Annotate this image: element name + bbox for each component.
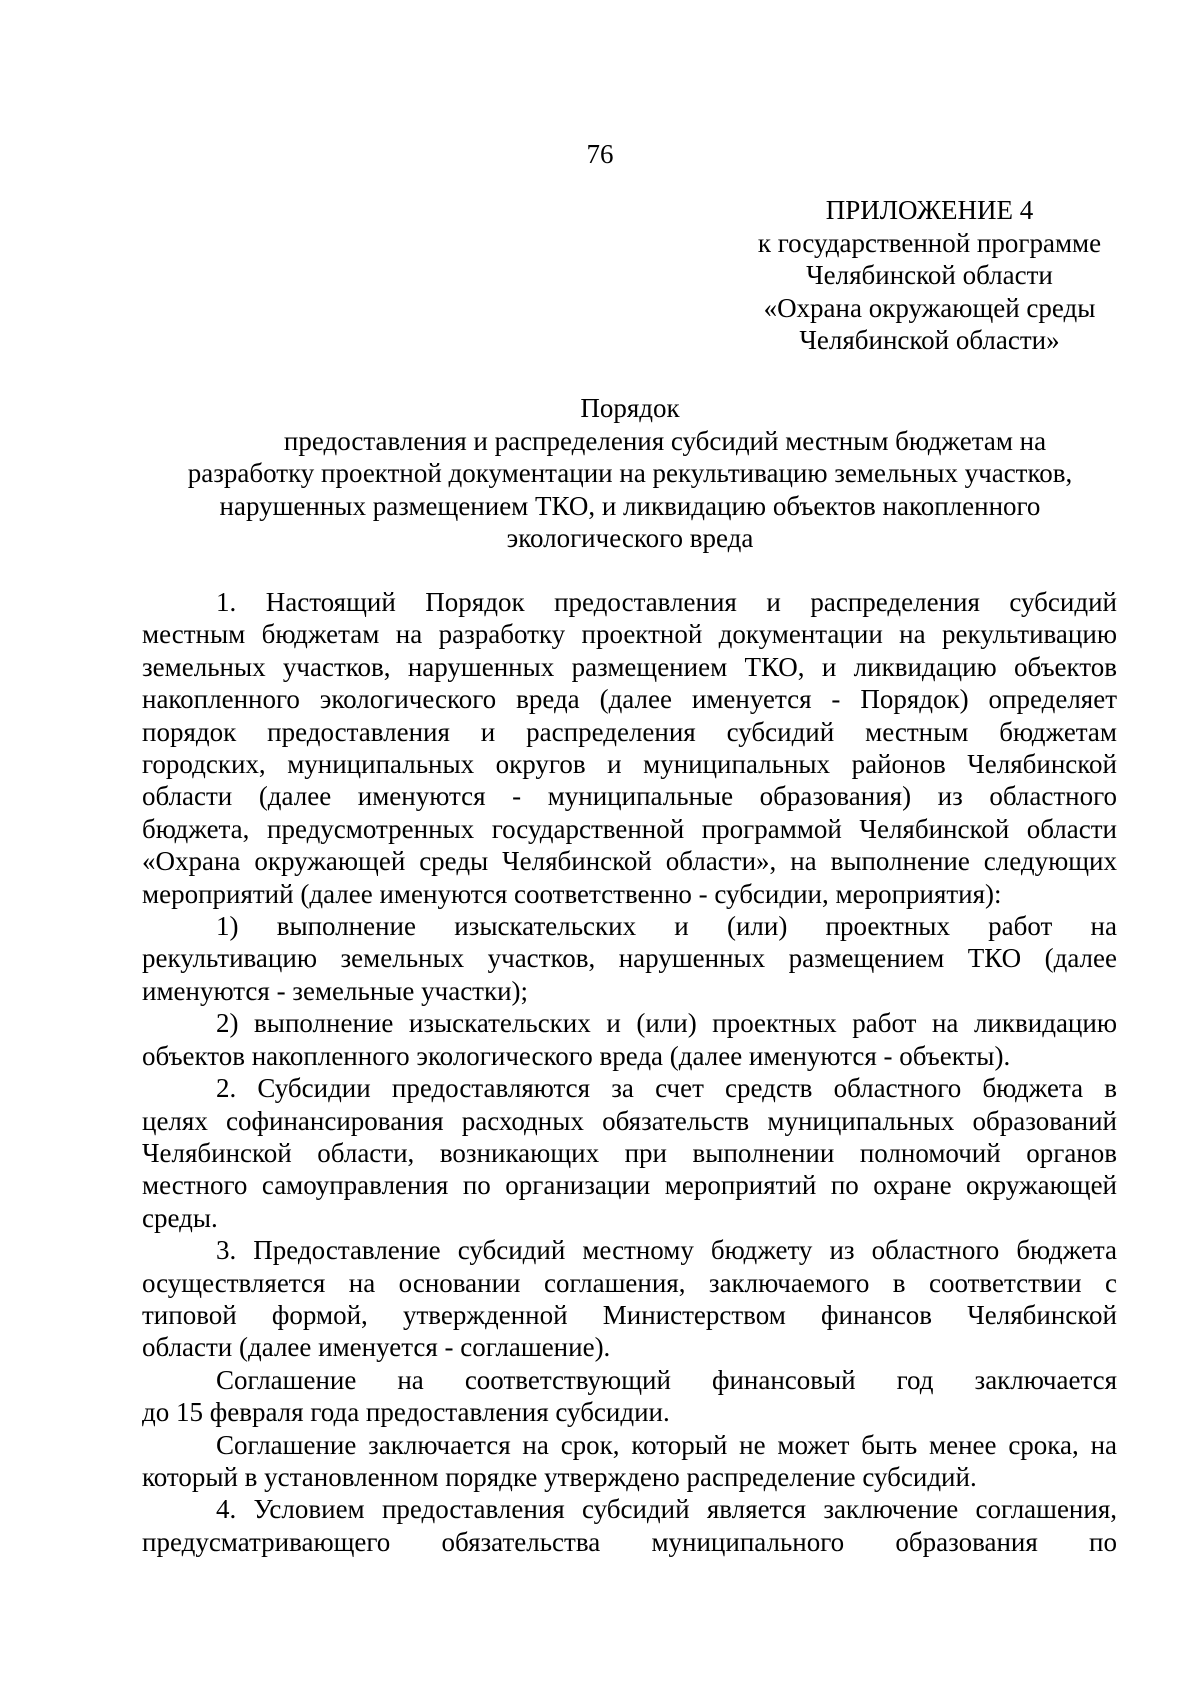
title-line: разработку проектной документации на рекультивацию земельных участков, (187, 458, 1073, 488)
paragraph-line: который в установленном порядке утверждено распределение субсидий. (142, 1461, 977, 1492)
paragraph-line: городских, муниципальных округов и муниципальных районов Челябинской (142, 749, 1117, 780)
paragraph-line: накопленного экологического вреда (далее именуется - Порядок) определяет (142, 684, 1117, 715)
paragraph-line: 2) выполнение изыскательских и (или) проектных работ на ликвидацию (216, 1008, 1117, 1039)
paragraph-line: 2. Субсидии предоставляются за счет средств областного бюджета в (216, 1073, 1117, 1104)
body-paragraph (142, 1007, 1117, 1072)
paragraph-line: 1) выполнение изыскательских и (или) проектных работ на (216, 911, 1117, 942)
body-paragraph (142, 1234, 1117, 1364)
page-number: 76 (586, 139, 614, 169)
body-paragraph (142, 1364, 1117, 1429)
appendix-line: «Охрана окружающей среды (763, 292, 1096, 323)
paragraph-line: области (далее именуется - соглашение). (142, 1332, 611, 1363)
title-line: предоставления и распределения субсидий местным бюджетам на (283, 425, 1047, 456)
title-heading: Порядок (580, 393, 680, 423)
appendix-line: Челябинской области (806, 260, 1053, 290)
paragraph-line: предусматривающего обязательства муниципального образования по (142, 1526, 1117, 1557)
paragraph-line: 1. Настоящий Порядок предоставления и распределения субсидий (216, 587, 1117, 617)
document-title (140, 392, 1120, 555)
paragraph-line: местного самоуправления по организации мероприятий по охране окружающей (142, 1170, 1117, 1201)
paragraph-line: «Охрана окружающей среды Челябинской области», на выполнение следующих (142, 846, 1117, 877)
paragraph-line: Соглашение заключается на срок, который не может быть менее срока, на (216, 1429, 1117, 1460)
paragraph-line: целях софинансирования расходных обязательств муниципальных образований (142, 1105, 1117, 1136)
title-line: экологического вреда (506, 523, 754, 553)
appendix-block (742, 194, 1117, 357)
paragraph-line: 3. Предоставление субсидий местному бюджету из областного бюджета (216, 1235, 1117, 1266)
paragraph-line: порядок предоставления и распределения субсидий местным бюджетам (142, 716, 1117, 747)
paragraph-line: мероприятий (далее именуются соответственно - субсидии, мероприятия): (142, 878, 1002, 909)
paragraph-line: земельных участков, нарушенных размещением ТКО, и ликвидацию объектов (142, 651, 1117, 682)
document-body (142, 586, 1117, 1558)
title-line: нарушенных размещением ТКО, и ликвидацию объектов накопленного (219, 490, 1041, 521)
appendix-line: к государственной программе (757, 227, 1102, 258)
body-paragraph (142, 586, 1117, 910)
paragraph-line: бюджета, предусмотренных государственной программой Челябинской области (142, 813, 1117, 844)
paragraph-line: именуются - земельные участки); (142, 975, 529, 1006)
paragraph-line: области (далее именуются - муниципальные образования) из областного (142, 781, 1117, 812)
paragraph-line: до 15 февраля года предоставления субсидии. (142, 1397, 670, 1428)
paragraph-line: типовой формой, утвержденной Министерством финансов Челябинской (142, 1299, 1117, 1330)
paragraph-line: осуществляется на основании соглашения, заключаемого в соответствии с (142, 1267, 1117, 1298)
paragraph-line: рекультивацию земельных участков, нарушенных размещением ТКО (далее (142, 943, 1117, 974)
paragraph-line: объектов накопленного экологического вреда (далее именуются - объекты). (142, 1040, 1011, 1071)
body-paragraph (142, 1493, 1117, 1558)
paragraph-line: 4. Условием предоставления субсидий является заключение соглашения, (216, 1494, 1117, 1525)
body-paragraph (142, 1429, 1117, 1494)
paragraph-line: местным бюджетам на разработку проектной документации на рекультивацию (142, 619, 1117, 650)
body-paragraph (142, 910, 1117, 1007)
body-paragraph (142, 1072, 1117, 1234)
paragraph-line: Челябинской области, возникающих при выполнении полномочий органов (142, 1137, 1117, 1168)
paragraph-line: среды. (142, 1202, 218, 1233)
paragraph-line: Соглашение на соответствующий финансовый год заключается (216, 1364, 1117, 1395)
appendix-heading: ПРИЛОЖЕНИЕ 4 (825, 195, 1034, 225)
appendix-line: Челябинской области» (799, 325, 1060, 355)
